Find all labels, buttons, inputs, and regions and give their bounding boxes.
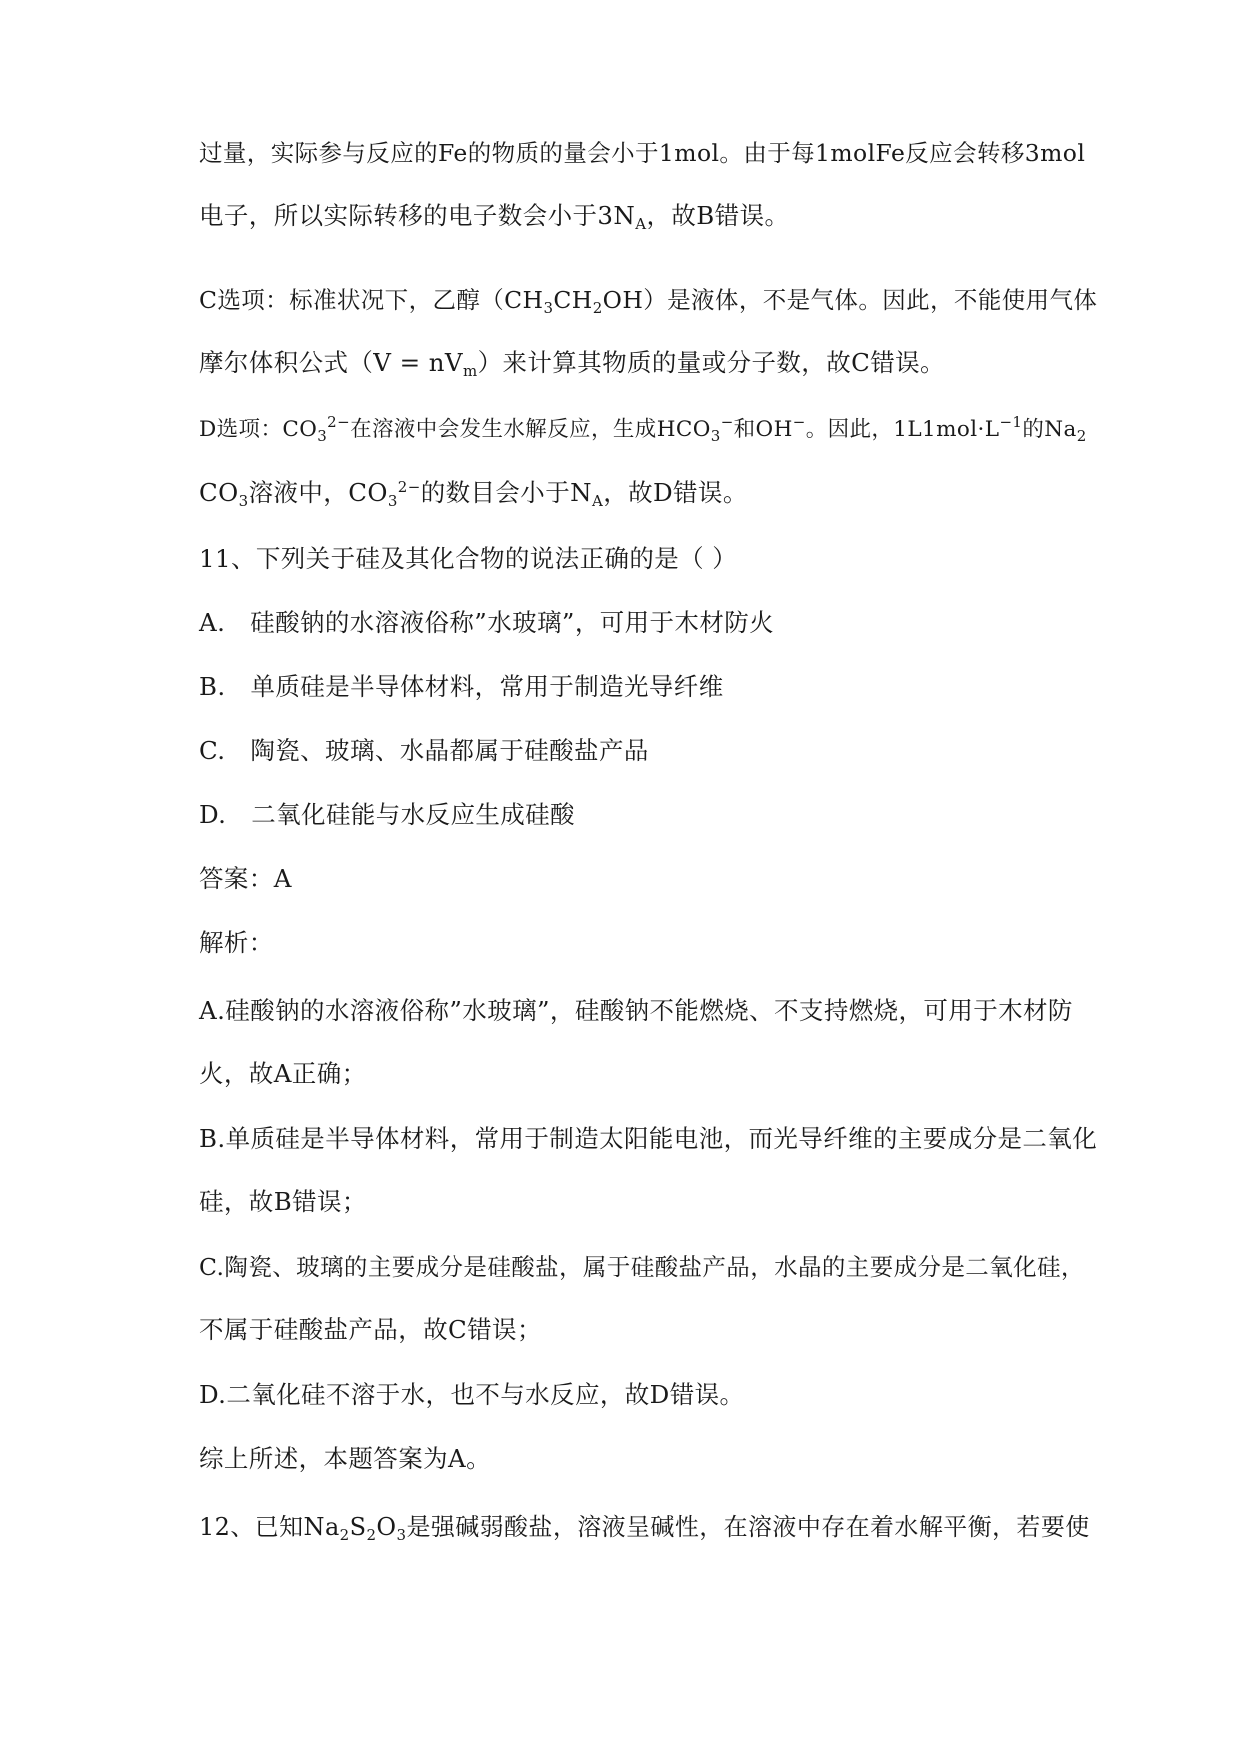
analysis-line: 过量，实际参与反应的Fe的物质的量会小于1mol。由于每1molFe反应会转移3mol	[199, 139, 1086, 167]
analysis-line: D.二氧化硅不溶于水，也不与水反应，故D错误。	[199, 1380, 745, 1409]
analysis-line: C.陶瓷、玻璃的主要成分是硅酸盐，属于硅酸盐产品，水晶的主要成分是二氧化硅，	[199, 1253, 1085, 1281]
question-11-option-c: C. 陶瓷、玻璃、水晶都属于硅酸盐产品	[199, 736, 649, 765]
analysis-line: 火，故A正确；	[199, 1059, 367, 1088]
analysis-label: 解析：	[199, 928, 274, 957]
analysis-line: 硅，故B错误；	[199, 1187, 367, 1216]
analysis-line: 电子，所以实际转移的电子数会小于$3N_A$，故B错误。	[199, 201, 790, 233]
analysis-line: 不属于硅酸盐产品，故C错误；	[199, 1315, 542, 1344]
question-11-option-b: B. 单质硅是半导体材料，常用于制造光导纤维	[199, 672, 724, 701]
question-11-option-d: D. 二氧化硅能与水反应生成硅酸	[199, 800, 575, 829]
answer-line: 答案：A	[199, 864, 292, 893]
option-c-analysis: C选项：标准状况下，乙醇$(CH_3CH_2OH)$是液体，不是气体。因此，不能使用气体	[199, 286, 1098, 317]
analysis-line: B.单质硅是半导体材料，常用于制造太阳能电池，而光导纤维的主要成分是二氧化	[199, 1124, 1098, 1153]
question-11-stem: 11、下列关于硅及其化合物的说法正确的是（ ）	[199, 544, 738, 573]
option-c-analysis: 摩尔体积公式$(V = nV_m)$来计算其物质的量或分子数，故C错误。	[199, 348, 945, 380]
question-11-option-a: A. 硅酸钠的水溶液俗称”水玻璃”，可用于木材防火	[199, 608, 775, 637]
option-d-analysis: $CO_3$溶液中，$CO_3^{2-}$的数目会小于$N_A$，故D错误。	[199, 478, 748, 510]
question-12-stem: 12、已知$Na_2S_2O_3$是强碱弱酸盐，溶液呈碱性，在溶液中存在着水解平衡，若要使	[199, 1513, 1090, 1544]
analysis-line: A.硅酸钠的水溶液俗称”水玻璃”，硅酸钠不能燃烧、不支持燃烧，可用于木材防	[199, 996, 1073, 1025]
option-d-analysis: D选项：$CO_3^{2-}$在溶液中会发生水解反应，生成$HCO_3^-$和OH−。因此，$1L1mol\cdot L^{-1}$的$Na_2$	[199, 413, 1087, 445]
summary-line: 综上所述，本题答案为A。	[199, 1444, 491, 1473]
